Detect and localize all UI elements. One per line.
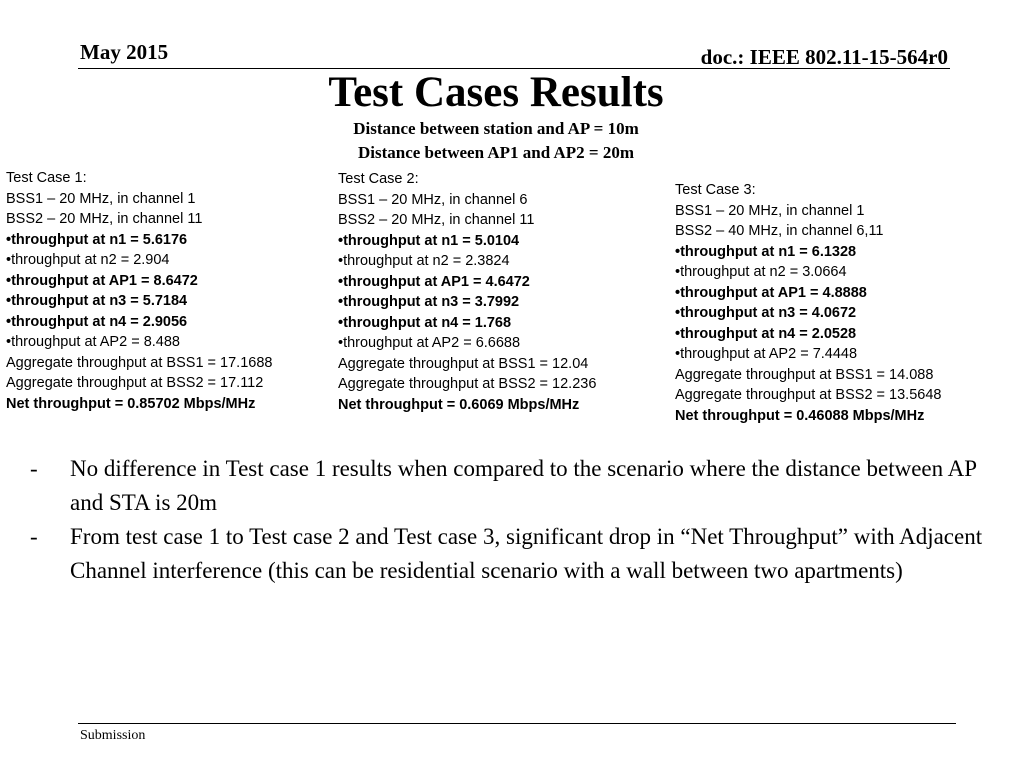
test-case-line: BSS1 – 20 MHz, in channel 1 xyxy=(675,202,865,219)
test-case-line: Test Case 2: xyxy=(338,171,419,187)
test-case-line: •throughput at n1 = 5.0104 xyxy=(338,232,520,249)
test-case-line: Test Case 3: xyxy=(675,182,756,198)
note-text: No difference in Test case 1 results when compared to the scenario where the distance between AP and STA is 20m xyxy=(70,456,977,515)
test-case-line: •throughput at n2 = 2.3824 xyxy=(338,253,510,269)
test-case-line: •throughput at n3 = 4.0672 xyxy=(675,305,857,321)
subtitle-station-ap-distance: Distance between station and AP = 10m xyxy=(353,119,639,138)
test-case-1-block xyxy=(6,168,272,414)
test-case-line: •throughput at AP2 = 8.488 xyxy=(6,334,180,350)
test-case-line: Aggregate throughput at BSS1 = 14.088 xyxy=(675,366,934,383)
test-case-line: •throughput at n4 = 1.768 xyxy=(338,314,512,331)
test-case-net-throughput: Net throughput = 0.85702 Mbps/MHz xyxy=(6,395,256,412)
test-case-line: Test Case 1: xyxy=(6,170,87,186)
subtitle-ap1-ap2-distance: Distance between AP1 and AP2 = 20m xyxy=(357,143,634,162)
note-dash: - xyxy=(30,456,38,481)
test-case-line: •throughput at AP1 = 8.6472 xyxy=(6,272,198,289)
test-case-line: •throughput at AP2 = 6.6688 xyxy=(338,335,521,351)
footer-submission-label: Submission xyxy=(80,728,146,743)
test-case-line: Aggregate throughput at BSS1 = 12.04 xyxy=(338,355,589,372)
footer-divider xyxy=(78,723,956,724)
slide-title: Test Cases Results xyxy=(328,69,664,116)
test-case-line: Aggregate throughput at BSS2 = 17.112 xyxy=(6,375,264,391)
test-case-line: BSS1 – 20 MHz, in channel 6 xyxy=(338,191,528,208)
test-case-line: •throughput at n2 = 3.0664 xyxy=(675,264,847,280)
conclusion-notes xyxy=(30,452,1005,588)
test-case-line: •throughput at n4 = 2.9056 xyxy=(6,313,188,330)
test-case-line: •throughput at n4 = 2.0528 xyxy=(675,325,857,342)
test-case-line: •throughput at n1 = 5.6176 xyxy=(6,231,188,248)
test-case-line: •throughput at n2 = 2.904 xyxy=(6,252,170,268)
test-case-line: Aggregate throughput at BSS2 = 13.5648 xyxy=(675,387,942,403)
test-case-line: •throughput at n3 = 3.7992 xyxy=(338,294,520,310)
header-doc-id: doc.: IEEE 802.11-15-564r0 xyxy=(700,45,948,69)
note-text: From test case 1 to Test case 2 and Test case 3, significant drop in “Net Throughput” with Adjacent Channel interference (this can be residential scenario with a wall between two apartments) xyxy=(70,524,983,583)
test-case-line: BSS1 – 20 MHz, in channel 1 xyxy=(6,190,196,207)
test-case-line: BSS2 – 20 MHz, in channel 11 xyxy=(338,212,535,228)
test-case-line: BSS2 – 40 MHz, in channel 6,11 xyxy=(675,223,884,239)
note-dash: - xyxy=(30,524,38,549)
test-case-3-block xyxy=(675,180,941,426)
test-case-line: Aggregate throughput at BSS1 = 17.1688 xyxy=(6,354,273,371)
test-case-net-throughput: Net throughput = 0.46088 Mbps/MHz xyxy=(675,407,925,424)
test-case-line: •throughput at AP1 = 4.8888 xyxy=(675,284,867,301)
test-case-line: BSS2 – 20 MHz, in channel 11 xyxy=(6,211,203,227)
note-item xyxy=(30,520,1005,588)
test-case-2-block xyxy=(338,169,596,415)
test-case-line: •throughput at n3 = 5.7184 xyxy=(6,293,188,309)
note-item xyxy=(30,452,1005,520)
test-case-net-throughput: Net throughput = 0.6069 Mbps/MHz xyxy=(338,396,580,413)
header-date: May 2015 xyxy=(80,40,169,64)
test-case-line: •throughput at AP1 = 4.6472 xyxy=(338,273,530,290)
test-case-line: •throughput at AP2 = 7.4448 xyxy=(675,346,858,362)
test-case-line: •throughput at n1 = 6.1328 xyxy=(675,243,857,260)
test-case-line: Aggregate throughput at BSS2 = 12.236 xyxy=(338,376,597,392)
